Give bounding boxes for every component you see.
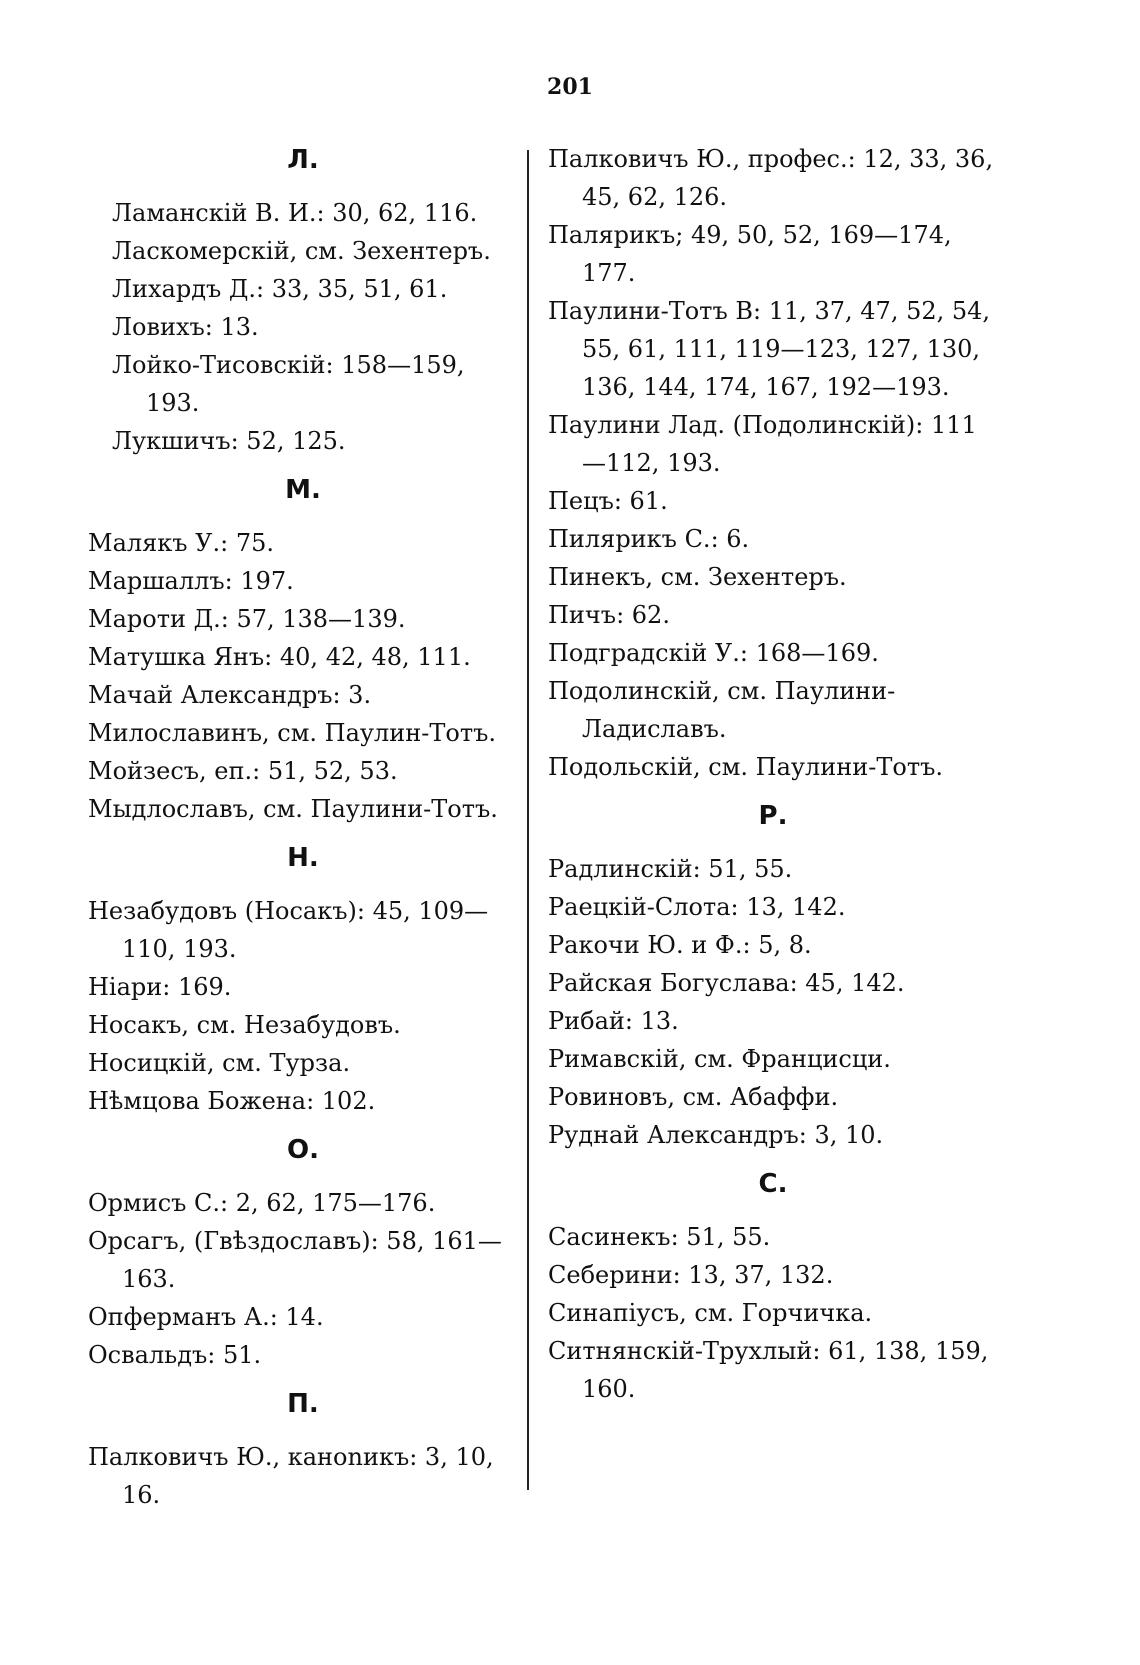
index-entry: Орсагъ, (Гвѣздославъ): 58, 161—163. (88, 1227, 502, 1293)
section-s-entries (548, 1218, 998, 1408)
index-entry: Освальдъ: 51. (88, 1341, 262, 1369)
index-entry: Руднай Александръ: 3, 10. (548, 1121, 884, 1149)
index-entry: Синапіусъ, см. Горчичка. (548, 1299, 873, 1327)
index-entry: Паулини Лад. (Подолинскій): 111—112, 193. (548, 411, 977, 477)
index-entry: Мачай Александръ: 3. (88, 681, 372, 709)
section-p-entries (88, 1438, 518, 1514)
index-entry: Малякъ У.: 75. (88, 529, 275, 557)
index-entry: Ситнянскій-Трухлый: 61, 138, 159, 160. (548, 1337, 989, 1403)
index-entry: Матушка Янъ: 40, 42, 48, 111. (88, 643, 471, 671)
index-entry: Мыдлославъ, см. Паулини-Тотъ. (88, 795, 498, 823)
index-entry: Рибай: 13. (548, 1007, 679, 1035)
section-letter-l: Л. (287, 145, 319, 175)
index-entry: Мароти Д.: 57, 138—139. (88, 605, 406, 633)
index-entry: Ніари: 169. (88, 973, 232, 1001)
section-letter-n: Н. (287, 843, 319, 873)
section-n-entries (88, 892, 518, 1120)
index-entry: Маршаллъ: 197. (88, 567, 294, 595)
index-entry: Сасинекъ: 51, 55. (548, 1223, 771, 1251)
section-l-entries (88, 194, 518, 460)
section-p-continued-entries (548, 140, 998, 786)
index-entry: Лихардъ Д.: 33, 35, 51, 61. (112, 275, 448, 303)
index-entry: Подградскій У.: 168—169. (548, 639, 879, 667)
index-entry: Райская Богуслава: 45, 142. (548, 969, 905, 997)
index-entry: Себерини: 13, 37, 132. (548, 1261, 834, 1289)
index-entry: Ламанскій В. И.: 30, 62, 116. (112, 199, 478, 227)
index-entry: Мойзесъ, еп.: 51, 52, 53. (88, 757, 398, 785)
index-entry: Лукшичъ: 52, 125. (112, 427, 346, 455)
index-entry: Ормисъ С.: 2, 62, 175—176. (88, 1189, 436, 1217)
page-number: 201 (547, 74, 593, 100)
index-entry: Ровиновъ, см. Абаффи. (548, 1083, 839, 1111)
section-letter-o: О. (287, 1135, 319, 1165)
index-entry: Пилярикъ С.: 6. (548, 525, 750, 553)
index-entry: Палярикъ; 49, 50, 52, 169—174, 177. (548, 221, 952, 287)
index-entry: Подольскій, см. Паулини-Тотъ. (548, 753, 943, 781)
section-m-entries (88, 524, 518, 828)
index-entry: Паулини-Тотъ В: 11, 37, 47, 52, 54, 55, 61, 111, 119—123, 127, 130, 136, 144, 174, 167, 192—193. (548, 297, 991, 401)
left-column (88, 140, 518, 1524)
index-entry: Ракочи Ю. и Ф.: 5, 8. (548, 931, 812, 959)
index-entry: Палковичъ Ю., канonикъ: 3, 10, 16. (88, 1443, 494, 1509)
index-entry: Римавскій, см. Францисци. (548, 1045, 891, 1073)
index-entry: Ласкомерскій, см. Зехентеръ. (112, 237, 491, 265)
index-entry: Пичъ: 62. (548, 601, 670, 629)
index-entry: Милославинъ, см. Паулин-Тотъ. (88, 719, 496, 747)
column-divider (527, 150, 529, 1490)
index-entry: Носицкій, см. Турза. (88, 1049, 351, 1077)
section-r-entries (548, 850, 998, 1154)
index-entry: Лойко-Тисовскій: 158—159, 193. (112, 351, 465, 417)
right-column (548, 140, 998, 1418)
index-entry: Раецкій-Слота: 13, 142. (548, 893, 846, 921)
index-entry: Палковичъ Ю., профес.: 12, 33, 36, 45, 62, 126. (548, 145, 994, 211)
index-entry: Носакъ, см. Незабудовъ. (88, 1011, 401, 1039)
section-letter-m: М. (285, 475, 321, 505)
index-entry: Пецъ: 61. (548, 487, 668, 515)
index-entry: Опферманъ А.: 14. (88, 1303, 324, 1331)
index-entry: Подолинскій, см. Паулини-Ладиславъ. (548, 677, 896, 743)
index-entry: Пинекъ, см. Зехентеръ. (548, 563, 847, 591)
section-letter-s: С. (758, 1169, 788, 1199)
index-entry: Нѣмцова Божена: 102. (88, 1087, 376, 1115)
section-o-entries (88, 1184, 518, 1374)
index-entry: Радлинскій: 51, 55. (548, 855, 793, 883)
index-entry: Ловихъ: 13. (112, 313, 259, 341)
section-letter-r: Р. (758, 801, 788, 831)
section-letter-p: П. (287, 1389, 319, 1419)
index-entry: Незабудовъ (Носакъ): 45, 109—110, 193. (88, 897, 489, 963)
